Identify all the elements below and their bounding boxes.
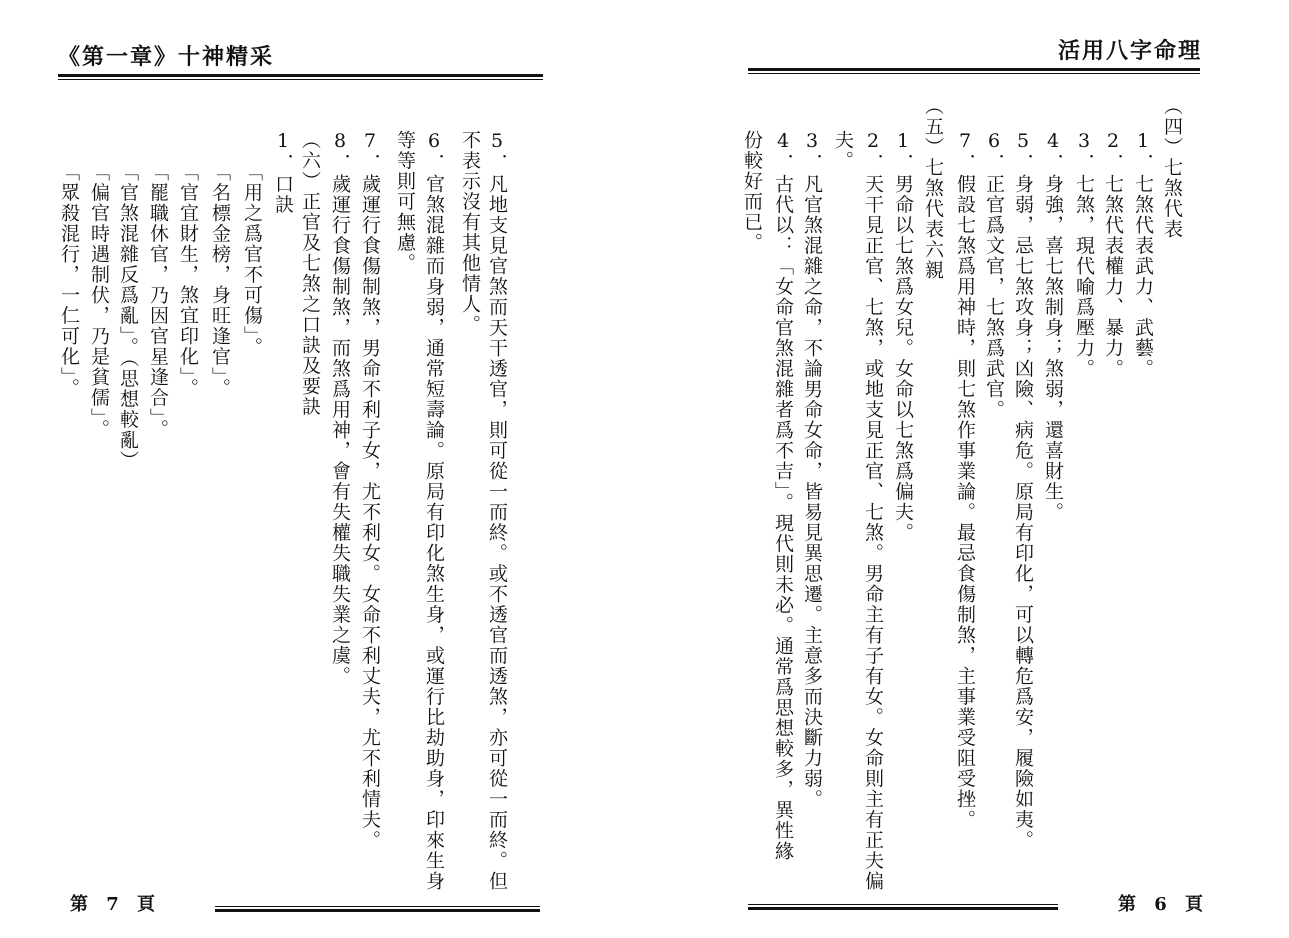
left-page-column: 「官宜財生，煞宜印化」。 (177, 162, 199, 399)
right-page-column: 2．天干見正官、七煞，或地支見正官、七煞。男命主有子有女。女命則主有正夫偏 (862, 130, 884, 892)
right-page-header: 活用八字命理 (1058, 38, 1203, 64)
right-page-column: 3．七煞，現代喻爲壓力。 (1073, 130, 1095, 379)
right-page-column: （四）七煞代表 (1161, 96, 1183, 240)
left-footer-rule (215, 906, 540, 912)
left-page-column: 6．官煞混雜而身弱，通常短壽論。原局有印化煞生身，或運行比劫助身，印來生身 (423, 130, 445, 892)
left-page-column: 不表示沒有其他情人。 (459, 130, 481, 335)
left-page-column: 7．歲運行食傷制煞，男命不利子女，尤不利女。女命不利丈夫，尤不利情夫。 (359, 130, 381, 851)
left-page-column: 「眾殺混行，一仁可化」。 (58, 162, 80, 399)
left-page-column: 5．凡地支見官煞而天干透官，則可從一而終。或不透官而透煞，亦可從一而終。但 (486, 130, 508, 892)
left-header-rule (58, 74, 543, 80)
left-page-column: 「罷職休官，乃因官星逢合」。 (147, 162, 169, 440)
left-page-column: 「官煞混雜反爲亂」。（思想較亂） (117, 162, 139, 471)
right-page-column: 6．正官爲文官，七煞爲武官。 (983, 130, 1005, 420)
left-page-column: 「偏官時遇制伏，乃是貧儒」。 (88, 162, 110, 440)
left-page-column: 「名標金榜，身旺逢官」。 (209, 162, 231, 399)
right-page-column: 份較好而已。 (741, 130, 763, 253)
left-page-column: 1．口訣 (272, 130, 294, 215)
right-page-column: 3．凡官煞混雜之命，不論男命女命，皆易見異思遷。主意多而決斷力弱。 (801, 130, 823, 810)
right-page-column: 4．古代以：「女命官煞混雜者爲不吉」。現代則未必。通常爲思想較多，異性緣 (772, 130, 794, 862)
left-page-column: 「用之爲官不可傷」。 (241, 162, 263, 358)
left-page-column: 等等則可無慮。 (394, 130, 416, 274)
right-page-column: 7．假設七煞爲用神時，則七煞作事業論。最忌食傷制煞，主事業受阻受挫。 (954, 130, 976, 830)
right-page-column: 1．男命以七煞爲女兒。女命以七煞爲偏夫。 (892, 130, 914, 543)
right-page-column: 1．七煞代表武力、武藝。 (1132, 130, 1154, 379)
right-page-column: 5．身弱，忌七煞攻身；凶險、病危。原局有印化，可以轉危爲安，履險如夷。 (1012, 130, 1034, 851)
right-page-column: （五）七煞代表六親 (922, 96, 944, 281)
right-footer-rule (748, 904, 1058, 910)
left-page-column: （六）正官及七煞之口訣及要訣 (299, 130, 321, 417)
right-page-column: 2．七煞代表權力、暴力。 (1102, 130, 1124, 379)
right-page-column: 4．身強，喜七煞制身；煞弱，還喜財生。 (1042, 130, 1064, 523)
left-page-number: 第 7 頁 (70, 894, 162, 915)
right-page-number: 第 6 頁 (1118, 894, 1210, 915)
right-header-rule (748, 68, 1200, 74)
right-page-column: 夫。 (832, 130, 854, 171)
left-page-column: 8．歲運行食傷制煞，而煞爲用神，會有失權失職失業之虞。 (329, 130, 351, 687)
left-page-header: 《第一章》十神精采 (58, 44, 275, 70)
